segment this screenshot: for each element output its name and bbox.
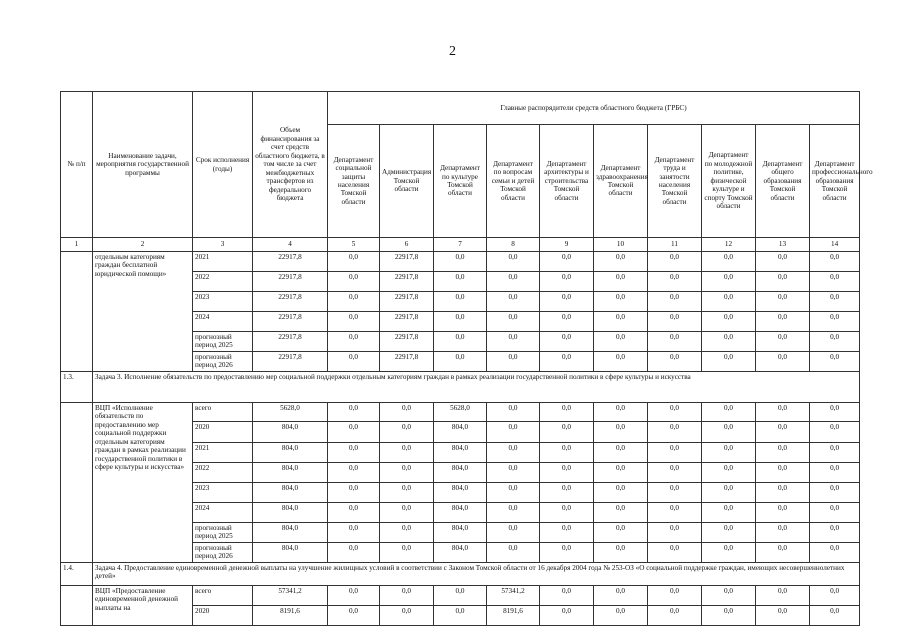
value-cell: 0,0 xyxy=(756,606,810,626)
value-cell: 0,0 xyxy=(648,543,702,563)
value-cell: 0,0 xyxy=(756,586,810,606)
value-cell: 0,0 xyxy=(328,443,380,463)
period-cell: 2020 xyxy=(193,422,253,443)
header-volume: Объем финансирования за счет средств областного бюджета, в том числе за счет межбюджетных трансфертов из федерального бюджета xyxy=(253,92,328,238)
header-row-1 xyxy=(61,92,860,125)
value-cell: 0,0 xyxy=(487,312,540,332)
header-period: Срок исполнения (годы) xyxy=(193,92,253,238)
value-cell: 804,0 xyxy=(434,422,487,443)
value-cell: 22917,8 xyxy=(380,352,434,372)
value-cell: 0,0 xyxy=(328,606,380,626)
col-num-8: 8 xyxy=(487,238,540,252)
value-cell: 0,0 xyxy=(328,483,380,503)
value-cell: 0,0 xyxy=(328,352,380,372)
col-num-7: 7 xyxy=(434,238,487,252)
value-cell: 0,0 xyxy=(487,272,540,292)
value-cell: 0,0 xyxy=(648,443,702,463)
task-row xyxy=(61,563,860,586)
value-cell: 0,0 xyxy=(756,503,810,523)
value-cell: 804,0 xyxy=(434,523,487,543)
header-grbs-6: Департамент труда и занятости населения Томской области xyxy=(648,125,702,238)
value-cell: 804,0 xyxy=(434,483,487,503)
task-text: Задача 4. Предоставление единовременной денежной выплаты на улучшение жилищных условий в соответствии с Законом Томской области от 16 декабря 2004 года № 253-ОЗ «О социальной поддержке граждан, имеющих несовершеннолетних детей» xyxy=(93,563,860,586)
value-cell: 5628,0 xyxy=(253,403,328,422)
value-cell: 0,0 xyxy=(487,332,540,352)
value-cell: 0,0 xyxy=(594,312,648,332)
value-cell: 0,0 xyxy=(702,523,756,543)
value-cell: 0,0 xyxy=(648,292,702,312)
value-cell: 5628,0 xyxy=(434,403,487,422)
value-cell: 0,0 xyxy=(540,463,594,483)
value-cell: 0,0 xyxy=(540,523,594,543)
value-cell: 0,0 xyxy=(380,503,434,523)
value-cell: 0,0 xyxy=(434,586,487,606)
col-num-13: 13 xyxy=(756,238,810,252)
value-cell: 22917,8 xyxy=(253,352,328,372)
value-cell: 0,0 xyxy=(810,272,860,292)
value-cell: 804,0 xyxy=(253,523,328,543)
value-cell: 0,0 xyxy=(434,292,487,312)
col-num-2: 2 xyxy=(93,238,193,252)
value-cell: 804,0 xyxy=(434,463,487,483)
value-cell: 0,0 xyxy=(540,503,594,523)
value-cell: 0,0 xyxy=(702,312,756,332)
period-cell: прогнозный период 2025 xyxy=(193,523,253,543)
period-cell: 2024 xyxy=(193,503,253,523)
value-cell: 0,0 xyxy=(702,403,756,422)
value-cell: 0,0 xyxy=(594,292,648,312)
header-no: № п/п xyxy=(61,92,93,238)
measure-name: ВЦП «Исполнение обязательств по предоставлению мер социальной поддержки отдельным категориям граждан в рамках реализации государственной политики в сфере культуры и искусства» xyxy=(93,403,193,563)
period-cell: 2020 xyxy=(193,606,253,626)
value-cell: 0,0 xyxy=(594,606,648,626)
value-cell: 0,0 xyxy=(328,523,380,543)
period-cell: 2022 xyxy=(193,272,253,292)
task-number: 1.3. xyxy=(61,372,93,403)
value-cell: 0,0 xyxy=(594,503,648,523)
value-cell: 0,0 xyxy=(702,503,756,523)
value-cell: 22917,8 xyxy=(253,252,328,272)
period-cell: 2022 xyxy=(193,463,253,483)
value-cell: 0,0 xyxy=(328,312,380,332)
value-cell: 0,0 xyxy=(810,332,860,352)
value-cell: 0,0 xyxy=(702,292,756,312)
col-num-14: 14 xyxy=(810,238,860,252)
value-cell: 0,0 xyxy=(702,352,756,372)
value-cell: 0,0 xyxy=(594,352,648,372)
header-grbs-0: Департамент социальной защиты населения Томской области xyxy=(328,125,380,238)
header-grbs-3: Департамент по вопросам семьи и детей Томской области xyxy=(487,125,540,238)
value-cell: 0,0 xyxy=(487,483,540,503)
value-cell: 0,0 xyxy=(810,292,860,312)
value-cell: 0,0 xyxy=(594,443,648,463)
value-cell: 22917,8 xyxy=(253,312,328,332)
value-cell: 0,0 xyxy=(328,503,380,523)
value-cell: 0,0 xyxy=(594,483,648,503)
period-cell: 2024 xyxy=(193,312,253,332)
value-cell: 0,0 xyxy=(702,606,756,626)
header-grbs-9: Департамент профессионального образования Томской области xyxy=(810,125,860,238)
value-cell: 22917,8 xyxy=(253,272,328,292)
measure-name: ВЦП «Предоставление единовременной денежной выплаты на xyxy=(93,586,193,626)
value-cell: 0,0 xyxy=(540,403,594,422)
col-num-12: 12 xyxy=(702,238,756,252)
value-cell: 0,0 xyxy=(594,543,648,563)
row-number-cell xyxy=(61,586,93,626)
column-numbers-row xyxy=(61,238,860,252)
value-cell: 0,0 xyxy=(380,422,434,443)
value-cell: 0,0 xyxy=(434,272,487,292)
value-cell: 0,0 xyxy=(594,252,648,272)
value-cell: 57341,2 xyxy=(253,586,328,606)
value-cell: 22917,8 xyxy=(380,312,434,332)
value-cell: 0,0 xyxy=(328,252,380,272)
value-cell: 0,0 xyxy=(594,403,648,422)
value-cell: 0,0 xyxy=(434,252,487,272)
value-cell: 0,0 xyxy=(756,332,810,352)
value-cell: 0,0 xyxy=(702,543,756,563)
value-cell: 0,0 xyxy=(328,463,380,483)
value-cell: 8191,6 xyxy=(253,606,328,626)
value-cell: 0,0 xyxy=(756,403,810,422)
task-row xyxy=(61,372,860,403)
table-row xyxy=(61,252,860,272)
value-cell: 22917,8 xyxy=(380,332,434,352)
value-cell: 22917,8 xyxy=(380,292,434,312)
value-cell: 0,0 xyxy=(756,272,810,292)
value-cell: 0,0 xyxy=(648,483,702,503)
value-cell: 0,0 xyxy=(328,543,380,563)
row-number-cell xyxy=(61,252,93,372)
value-cell: 0,0 xyxy=(434,312,487,332)
value-cell: 0,0 xyxy=(810,312,860,332)
value-cell: 0,0 xyxy=(540,332,594,352)
value-cell: 804,0 xyxy=(253,503,328,523)
value-cell: 0,0 xyxy=(487,403,540,422)
value-cell: 804,0 xyxy=(253,543,328,563)
value-cell: 0,0 xyxy=(434,606,487,626)
value-cell: 0,0 xyxy=(702,422,756,443)
value-cell: 0,0 xyxy=(540,443,594,463)
value-cell: 0,0 xyxy=(328,272,380,292)
header-grbs-5: Департамент здравоохранения Томской области xyxy=(594,125,648,238)
value-cell: 0,0 xyxy=(810,543,860,563)
value-cell: 0,0 xyxy=(648,312,702,332)
value-cell: 0,0 xyxy=(648,272,702,292)
value-cell: 0,0 xyxy=(487,463,540,483)
value-cell: 0,0 xyxy=(487,443,540,463)
value-cell: 0,0 xyxy=(380,443,434,463)
value-cell: 22917,8 xyxy=(380,252,434,272)
value-cell: 0,0 xyxy=(540,543,594,563)
value-cell: 0,0 xyxy=(756,543,810,563)
value-cell: 0,0 xyxy=(810,586,860,606)
value-cell: 0,0 xyxy=(540,483,594,503)
header-grbs-8: Департамент общего образования Томской области xyxy=(756,125,810,238)
value-cell: 0,0 xyxy=(434,332,487,352)
value-cell: 22917,8 xyxy=(380,272,434,292)
value-cell: 0,0 xyxy=(328,403,380,422)
value-cell: 0,0 xyxy=(487,352,540,372)
value-cell: 0,0 xyxy=(487,252,540,272)
period-cell: 2023 xyxy=(193,292,253,312)
value-cell: 0,0 xyxy=(810,252,860,272)
value-cell: 0,0 xyxy=(702,272,756,292)
value-cell: 0,0 xyxy=(380,606,434,626)
value-cell: 0,0 xyxy=(434,352,487,372)
value-cell: 804,0 xyxy=(434,443,487,463)
value-cell: 0,0 xyxy=(328,292,380,312)
value-cell: 8191,6 xyxy=(487,606,540,626)
value-cell: 0,0 xyxy=(648,606,702,626)
row-number-cell xyxy=(61,403,93,563)
period-cell: прогнозный период 2026 xyxy=(193,352,253,372)
col-num-11: 11 xyxy=(648,238,702,252)
value-cell: 0,0 xyxy=(540,606,594,626)
header-grbs-2: Департамент по культуре Томской области xyxy=(434,125,487,238)
value-cell: 0,0 xyxy=(648,523,702,543)
header-grbs-4: Департамент архитектуры и строительства Томской области xyxy=(540,125,594,238)
value-cell: 0,0 xyxy=(756,352,810,372)
value-cell: 804,0 xyxy=(253,483,328,503)
period-cell: 2023 xyxy=(193,483,253,503)
task-number: 1.4. xyxy=(61,563,93,586)
value-cell: 0,0 xyxy=(810,422,860,443)
value-cell: 0,0 xyxy=(380,543,434,563)
value-cell: 0,0 xyxy=(328,422,380,443)
value-cell: 22917,8 xyxy=(253,332,328,352)
value-cell: 0,0 xyxy=(380,586,434,606)
value-cell: 0,0 xyxy=(487,503,540,523)
value-cell: 0,0 xyxy=(648,586,702,606)
col-num-9: 9 xyxy=(540,238,594,252)
value-cell: 0,0 xyxy=(594,463,648,483)
value-cell: 0,0 xyxy=(810,503,860,523)
value-cell: 0,0 xyxy=(702,443,756,463)
value-cell: 0,0 xyxy=(810,463,860,483)
value-cell: 0,0 xyxy=(702,483,756,503)
value-cell: 0,0 xyxy=(648,422,702,443)
value-cell: 0,0 xyxy=(540,252,594,272)
header-grbs-1: Администрация Томской области xyxy=(380,125,434,238)
measure-name: отдельным категориям граждан бесплатной юридической помощи» xyxy=(93,252,193,372)
table-row xyxy=(61,403,860,422)
value-cell: 0,0 xyxy=(756,463,810,483)
value-cell: 0,0 xyxy=(756,292,810,312)
table-row xyxy=(61,586,860,606)
value-cell: 0,0 xyxy=(810,483,860,503)
value-cell: 0,0 xyxy=(540,352,594,372)
value-cell: 0,0 xyxy=(702,332,756,352)
value-cell: 804,0 xyxy=(253,422,328,443)
value-cell: 0,0 xyxy=(487,523,540,543)
col-num-6: 6 xyxy=(380,238,434,252)
period-cell: всего xyxy=(193,403,253,422)
value-cell: 57341,2 xyxy=(487,586,540,606)
period-cell: всего xyxy=(193,586,253,606)
value-cell: 0,0 xyxy=(540,272,594,292)
col-num-5: 5 xyxy=(328,238,380,252)
value-cell: 0,0 xyxy=(380,403,434,422)
value-cell: 0,0 xyxy=(594,422,648,443)
col-num-3: 3 xyxy=(193,238,253,252)
value-cell: 0,0 xyxy=(648,332,702,352)
value-cell: 0,0 xyxy=(702,252,756,272)
value-cell: 0,0 xyxy=(594,523,648,543)
value-cell: 804,0 xyxy=(434,543,487,563)
col-num-1: 1 xyxy=(61,238,93,252)
value-cell: 0,0 xyxy=(756,443,810,463)
value-cell: 0,0 xyxy=(540,422,594,443)
value-cell: 0,0 xyxy=(594,586,648,606)
header-grbs: Главные распорядители средств областного бюджета (ГРБС) xyxy=(328,92,860,125)
value-cell: 0,0 xyxy=(328,332,380,352)
value-cell: 0,0 xyxy=(380,463,434,483)
value-cell: 0,0 xyxy=(756,523,810,543)
value-cell: 22917,8 xyxy=(253,292,328,312)
value-cell: 0,0 xyxy=(380,523,434,543)
value-cell: 0,0 xyxy=(648,352,702,372)
value-cell: 0,0 xyxy=(594,332,648,352)
value-cell: 0,0 xyxy=(756,422,810,443)
value-cell: 0,0 xyxy=(756,252,810,272)
value-cell: 0,0 xyxy=(648,503,702,523)
value-cell: 0,0 xyxy=(810,443,860,463)
col-num-10: 10 xyxy=(594,238,648,252)
period-cell: 2021 xyxy=(193,443,253,463)
value-cell: 804,0 xyxy=(434,503,487,523)
value-cell: 0,0 xyxy=(487,543,540,563)
period-cell: 2021 xyxy=(193,252,253,272)
page-number: 2 xyxy=(449,44,456,59)
value-cell: 0,0 xyxy=(380,483,434,503)
value-cell: 0,0 xyxy=(756,483,810,503)
task-text: Задача 3. Исполнение обязательств по предоставлению мер социальной поддержки отдельным категориям граждан в рамках реализации государственной политики в сфере культуры и искусства xyxy=(93,372,860,403)
value-cell: 0,0 xyxy=(702,463,756,483)
value-cell: 0,0 xyxy=(810,523,860,543)
value-cell: 0,0 xyxy=(810,606,860,626)
header-name: Наименование задачи, мероприятия государственной программы xyxy=(93,92,193,238)
value-cell: 0,0 xyxy=(540,312,594,332)
col-num-4: 4 xyxy=(253,238,328,252)
value-cell: 0,0 xyxy=(648,252,702,272)
value-cell: 0,0 xyxy=(756,312,810,332)
value-cell: 0,0 xyxy=(487,422,540,443)
period-cell: прогнозный период 2025 xyxy=(193,332,253,352)
value-cell: 0,0 xyxy=(540,292,594,312)
value-cell: 0,0 xyxy=(328,586,380,606)
value-cell: 0,0 xyxy=(648,403,702,422)
value-cell: 0,0 xyxy=(594,272,648,292)
value-cell: 804,0 xyxy=(253,463,328,483)
funding-table xyxy=(60,91,873,626)
value-cell: 0,0 xyxy=(702,586,756,606)
value-cell: 0,0 xyxy=(648,463,702,483)
value-cell: 0,0 xyxy=(487,292,540,312)
value-cell: 0,0 xyxy=(810,403,860,422)
header-grbs-7: Департамент по молодежной политике, физической культуре и спорту Томской области xyxy=(702,125,756,238)
value-cell: 804,0 xyxy=(253,443,328,463)
value-cell: 0,0 xyxy=(540,586,594,606)
period-cell: прогнозный период 2026 xyxy=(193,543,253,563)
value-cell: 0,0 xyxy=(810,352,860,372)
